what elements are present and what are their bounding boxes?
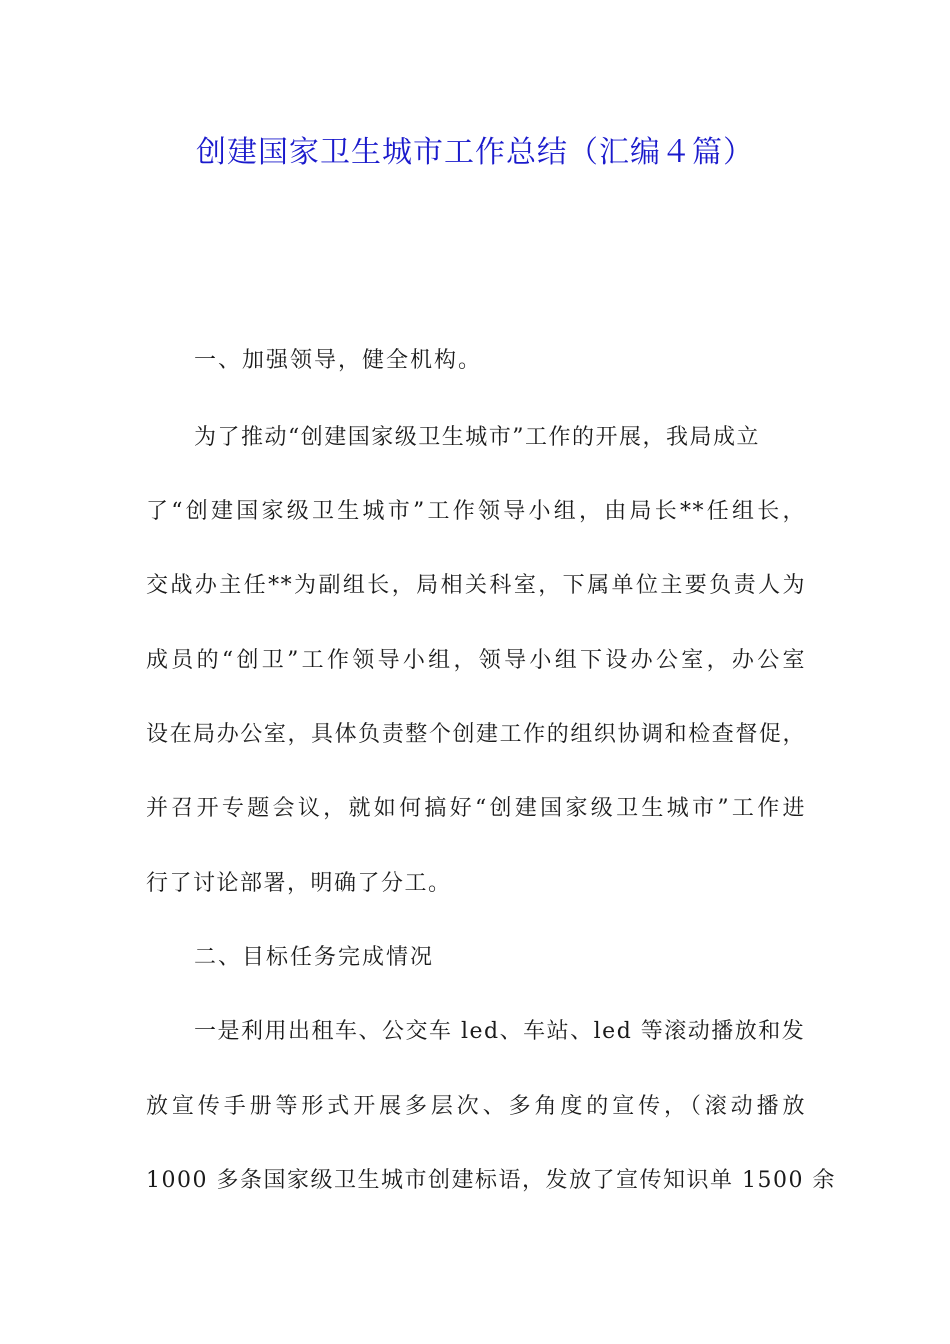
paragraph-line: 成员的“创卫”工作领导小组，领导小组下设办公室，办公室 <box>146 648 806 673</box>
paragraph-line: 设在局办公室，具体负责整个创建工作的组织协调和检查督促， <box>146 722 806 747</box>
paragraph-line: 并召开专题会议，就如何搞好“创建国家级卫生城市”工作进 <box>146 796 806 821</box>
paragraph-line: 1000 多条国家级卫生城市创建标语，发放了宣传知识单 1500 余 <box>146 1168 836 1193</box>
paragraph-line: 了“创建国家级卫生城市”工作领导小组，由局长**任组长， <box>146 499 806 524</box>
section-heading-1: 一、加强领导，健全机构。 <box>194 348 483 373</box>
section-heading-2: 二、目标任务完成情况 <box>194 945 435 970</box>
paragraph-line: 放宣传手册等形式开展多层次、多角度的宣传，（滚动播放 <box>146 1094 806 1119</box>
paragraph-line: 为了推动“创建国家级卫生城市”工作的开展，我局成立 <box>194 425 760 450</box>
paragraph-line: 一是利用出租车、公交车 led、车站、led 等滚动播放和发 <box>194 1019 806 1044</box>
paragraph-line: 交战办主任**为副组长，局相关科室，下属单位主要负责人为 <box>146 573 806 598</box>
paragraph-line: 行了讨论部署，明确了分工。 <box>146 871 452 896</box>
document-title: 创建国家卫生城市工作总结（汇编４篇） <box>196 135 754 170</box>
